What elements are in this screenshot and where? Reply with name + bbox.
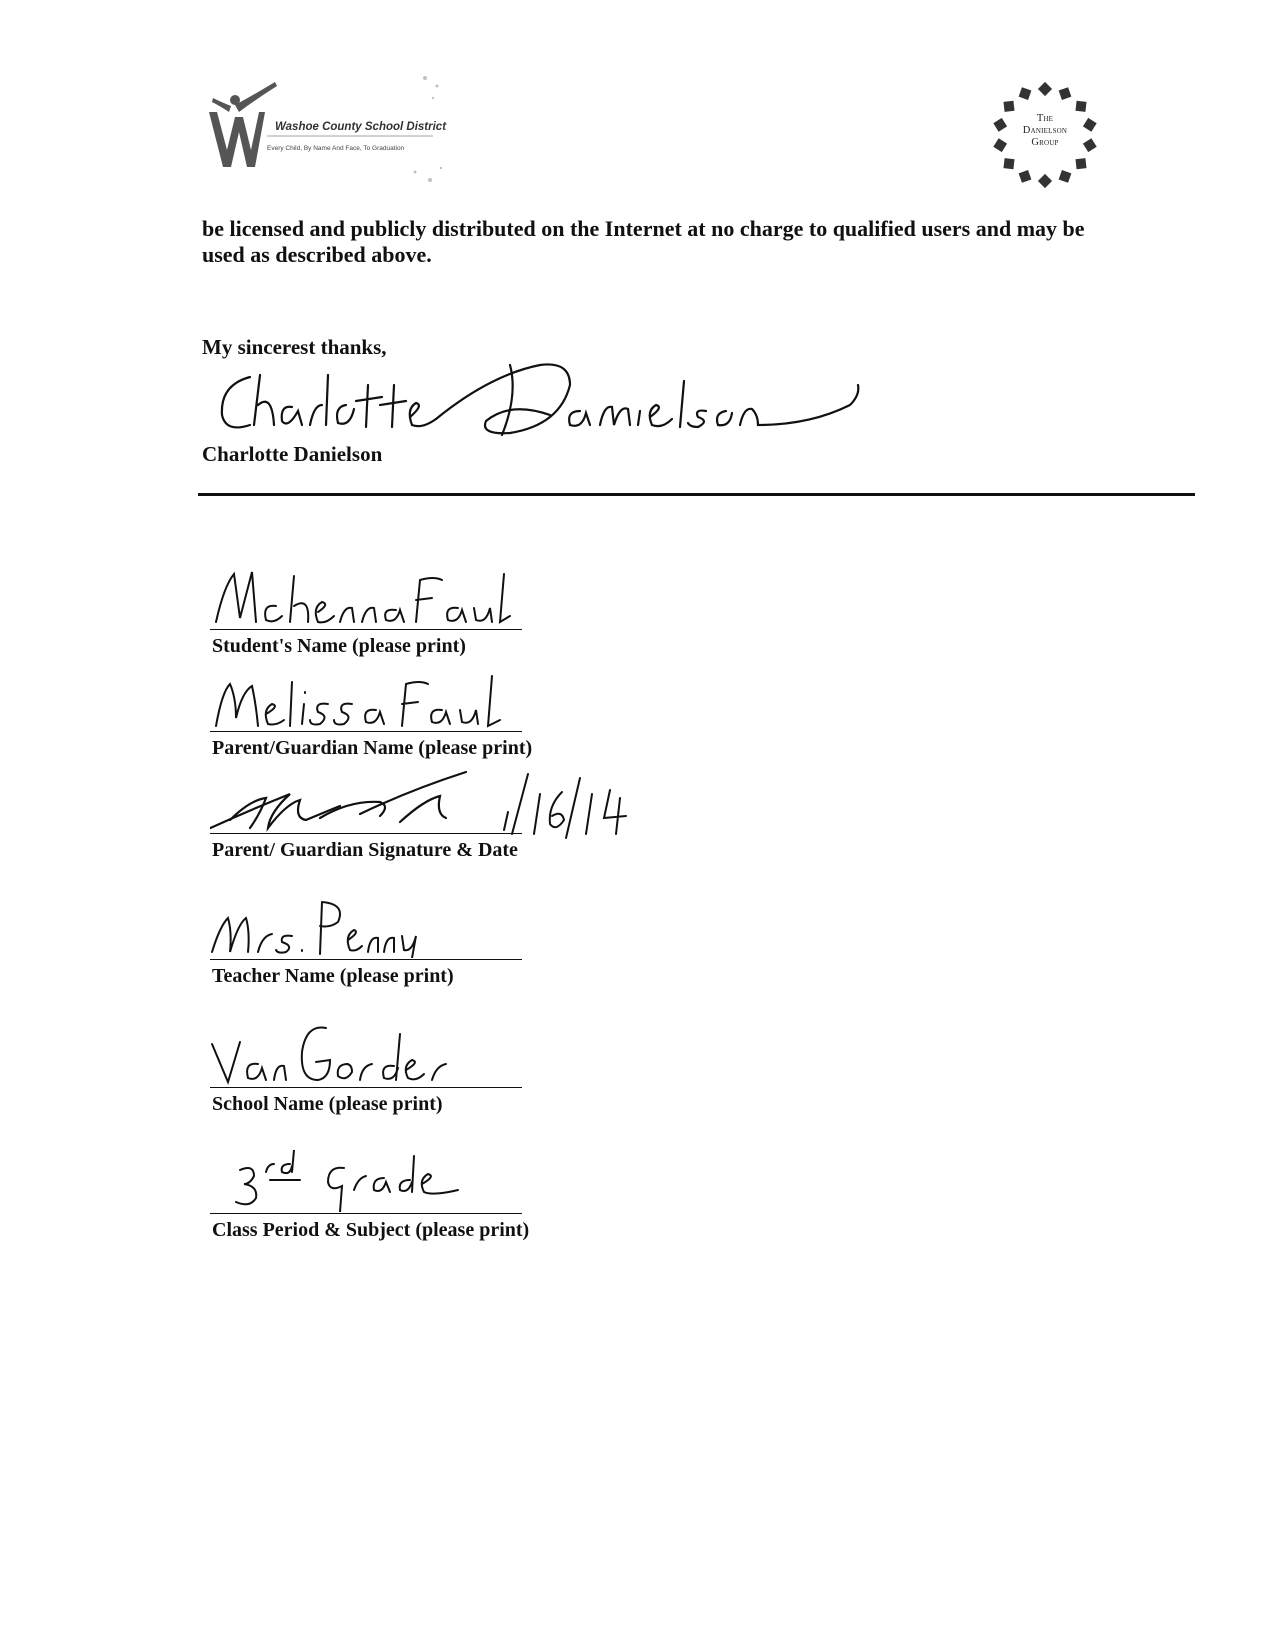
ring-mark [1019,87,1032,100]
signature-date-handwriting [500,772,640,852]
parent-name-field[interactable] [210,662,533,760]
danielson-line3: Group [1031,137,1059,148]
typed-name: Charlotte Danielson [202,442,383,466]
ring-mark [1075,101,1086,112]
teacher-name-label: Teacher Name (please print) [212,965,454,987]
letter-paragraph: be licensed and publicly distributed on the Internet at no charge to qualified users and may be used as described above. [202,216,1085,267]
ring-mark [1059,170,1072,183]
parent-name-label: Parent/Guardian Name (please print) [212,737,533,759]
wcsd-name: Washoe County School District [275,121,447,133]
school-name-label: School Name (please print) [212,1093,443,1115]
student-name-field[interactable] [210,560,530,658]
danielson-group-logo [990,80,1100,190]
letter-closing: My sincerest thanks, [202,335,387,359]
ring-mark [1003,158,1014,169]
school-name-line [210,1087,522,1089]
parent-name-line [210,731,522,733]
class-subject-field[interactable] [210,1144,530,1242]
teacher-name-line [210,959,522,961]
danielson-line1: The [1036,113,1054,124]
teacher-name-handwriting [210,896,530,958]
student-name-label: Student's Name (please print) [212,635,466,657]
student-name-line [210,629,522,631]
parent-signature-line [210,833,522,835]
ring-mark [1038,174,1052,188]
wcsd-logo [205,72,457,190]
parent-signature-field[interactable] [210,764,530,862]
section-divider [198,493,1195,496]
parent-signature-label: Parent/ Guardian Signature & Date [212,839,518,861]
danielson-line2: Danielson [1022,125,1068,136]
student-name-handwriting [210,566,530,628]
teacher-name-field[interactable] [210,890,530,988]
parent-name-handwriting [210,668,530,730]
parent-signature-handwriting [210,770,530,832]
ring-mark [1038,82,1052,96]
class-subject-line [210,1213,522,1215]
class-subject-handwriting [210,1150,530,1212]
ring-mark [1019,170,1032,183]
ring-mark [1059,87,1072,100]
school-name-handwriting [210,1024,530,1086]
wcsd-tagline: Every Child, By Name And Face, To Graduation [267,145,405,152]
class-subject-label: Class Period & Subject (please print) [212,1219,530,1241]
school-name-field[interactable] [210,1018,530,1116]
danielson-group-text [990,113,1100,149]
ring-mark [1003,101,1014,112]
ring-mark [1075,158,1086,169]
